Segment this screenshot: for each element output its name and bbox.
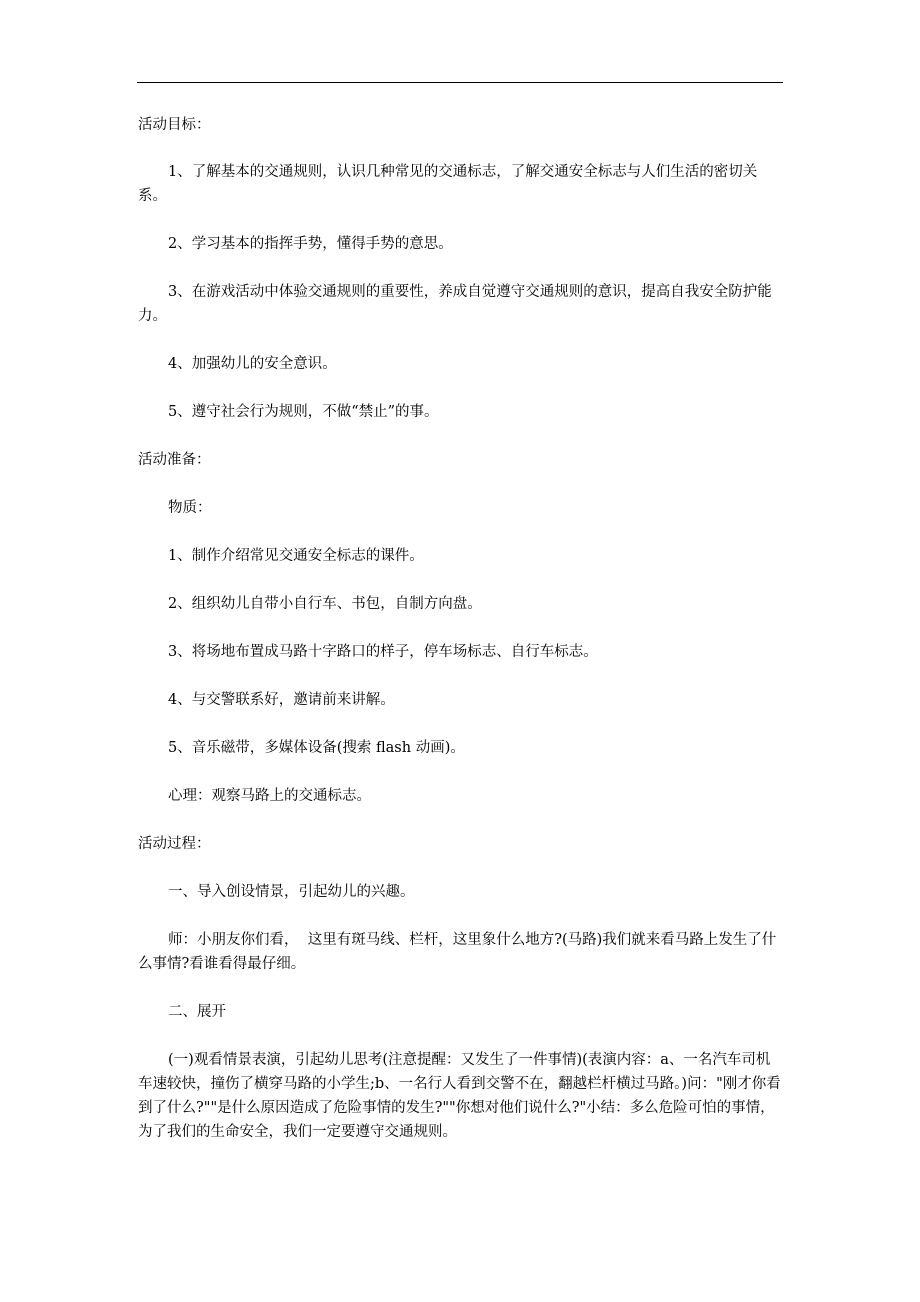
header-rule [137,82,783,83]
heading-activity-process: 活动过程： [138,836,211,852]
prep-psychological: 心理：观察马路上的交通标志。 [168,788,371,804]
goal-2: 2、学习基本的指挥手势，懂得手势的意思。 [168,236,453,252]
prep-item-5: 5、音乐磁带，多媒体设备(搜索 flash 动画)。 [168,740,465,756]
process-step-2: 二、展开 [168,1004,226,1020]
goal-4: 4、加强幼儿的安全意识。 [168,356,337,372]
prep-item-3: 3、将场地布置成马路十字路口的样子，停车场标志、自行车标志。 [168,644,598,660]
prep-material-label: 物质： [168,500,212,516]
goal-5: 5、遵守社会行为规则，不做“禁止”的事。 [168,404,439,420]
goal-3: 3、在游戏活动中体验交通规则的重要性，养成自觉遵守交通规则的意识，提高自我安全防护能力。 [138,284,772,324]
process-detail: (一)观看情景表演，引起幼儿思考(注意提醒：又发生了一件事情)(表演内容：a、一名汽车司机车速较快，撞伤了横穿马路的小学生;b、一名行人看到交警不在，翻越栏杆横过马路。)问："刚才你看到了什么?""是什么原因造成了危险事情的发生?""你想对他们说什么?"小结：多么危险可怕的事情，为了我们的生命安全，我们一定要遵守交通规则。 [138,1052,781,1140]
prep-item-4: 4、与交警联系好，邀请前来讲解。 [168,692,395,708]
heading-activity-preparation: 活动准备： [138,452,211,468]
goal-1: 1、了解基本的交通规则，认识几种常见的交通标志，了解交通安全标志与人们生活的密切关系。 [138,164,758,204]
heading-activity-goals: 活动目标： [138,117,211,133]
prep-item-1: 1、制作介绍常见交通安全标志的课件。 [168,548,424,564]
teacher-dialogue: 师：小朋友你们看， 这里有斑马线、栏杆，这里象什么地方?(马路)我们就来看马路上发生了什么事情?看谁看得最仔细。 [138,932,777,972]
process-step-1: 一、导入创设情景，引起幼儿的兴趣。 [168,884,415,900]
prep-item-2: 2、组织幼儿自带小自行车、书包，自制方向盘。 [168,596,482,612]
